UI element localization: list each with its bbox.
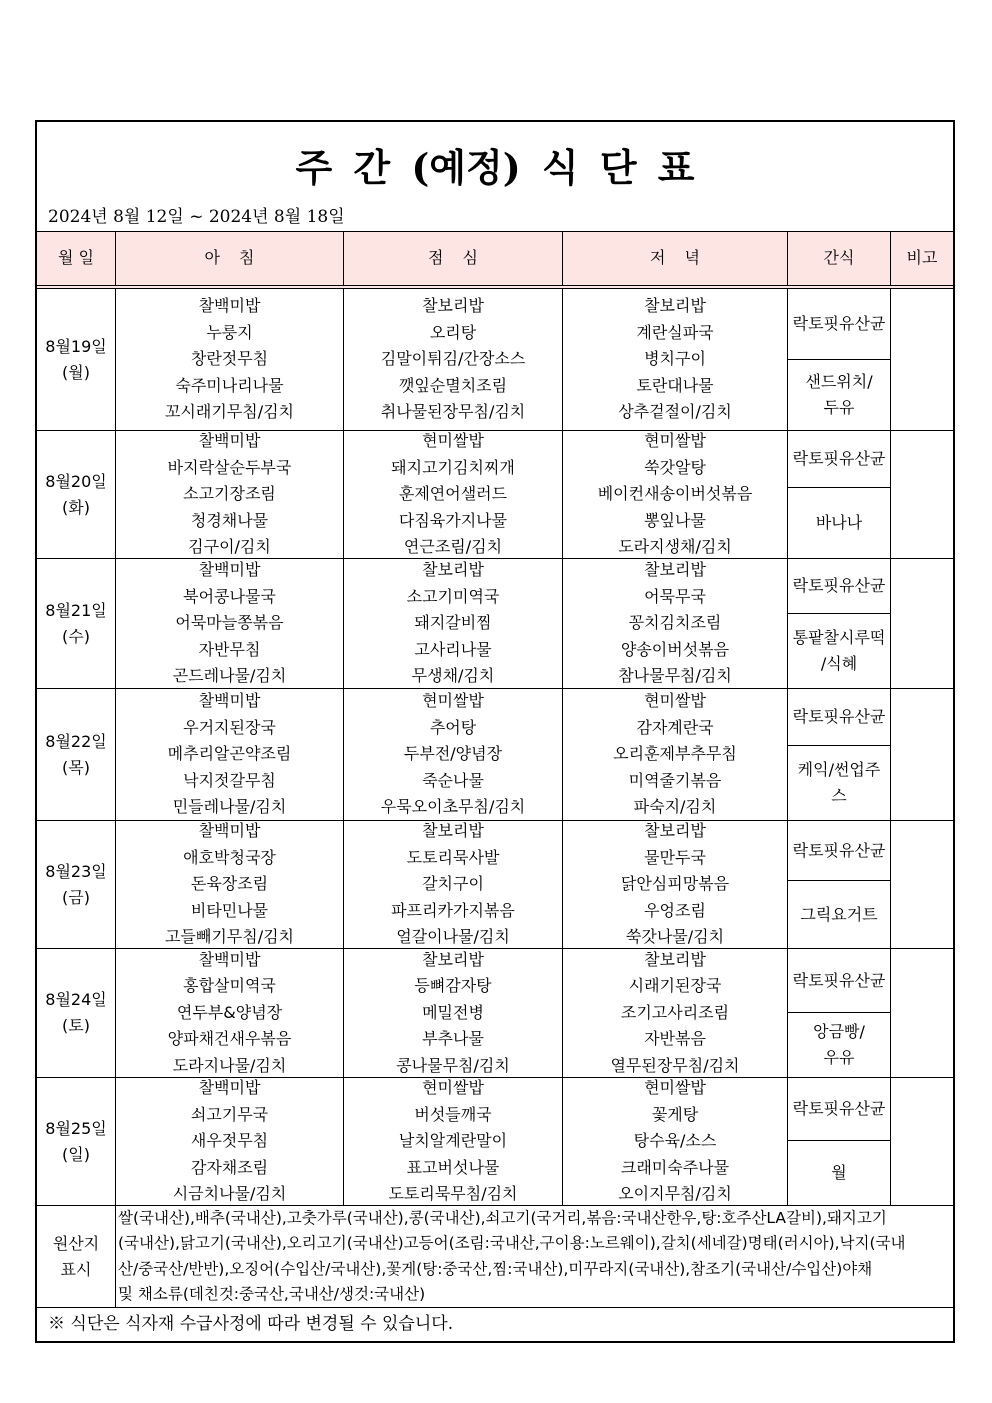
lunch-item: 현미쌀밥 [422,431,484,451]
day-date: 8월23일 [45,861,107,881]
day-date: 8월19일 [45,336,107,356]
dinner-item: 양송이버섯볶음 [620,639,730,659]
lunch-item: 찰보리밥 [422,949,484,969]
lunch-item: 깻잎순멸치조림 [398,375,508,395]
breakfast-cell [116,559,344,688]
snack-item: 샌드위치/ [805,372,873,391]
breakfast-item: 양파채건새우볶음 [167,1029,292,1049]
snack-primary [788,1078,890,1140]
dinner-item: 조기고사리조림 [620,1002,730,1022]
origin-line: (국내산),닭고기(국내산),오리고기(국내산)고등어(조림:국내산,구이용:노르웨이),갈치(세네갈)명태(러시아),낙지(국내 [118,1234,906,1252]
breakfast-item: 어묵마늘쫑볶음 [175,613,284,633]
breakfast-item: 찰백미밥 [198,296,261,316]
lunch-item: 추어탕 [429,717,477,737]
lunch-item: 부추나물 [422,1029,484,1049]
lunch-item: 메밀전병 [422,1002,484,1022]
snack-primary [788,821,890,880]
breakfast-cell [116,821,344,948]
dinner-item: 쑥갓나물/김치 [625,927,725,947]
snack-item: 락토핏유산균 [792,314,886,333]
header-remarks: 비고 [906,248,938,268]
origin-label-cell [37,1206,116,1307]
lunch-item: 찰보리밥 [422,560,484,580]
dinner-item: 오리훈제부추무침 [613,744,737,764]
dinner-item: 베이컨새송이버섯볶음 [597,484,753,504]
remarks-cell [891,559,953,688]
day-date-cell [37,949,116,1077]
breakfast-item: 우거지된장국 [183,717,276,737]
breakfast-item: 소고기장조림 [183,484,276,504]
dinner-item: 도라지생채/김치 [618,537,732,557]
snack-item: 락토핏유산균 [792,707,886,726]
day-weekday: (일) [62,1144,90,1164]
snack-secondary [788,613,890,688]
remarks-cell [891,689,953,820]
snack-item: 그릭요거트 [800,904,878,924]
header-breakfast: 아 침 [204,248,255,268]
lunch-item: 도토리묵사발 [406,847,500,867]
remarks-cell [891,949,953,1077]
snack-item: 월 [831,1163,847,1182]
breakfast-item: 찰백미밥 [198,431,261,451]
header-date: 월 일 [58,248,94,268]
snack-item: 우유 [823,1048,855,1067]
lunch-item: 두부전/양념장 [403,744,503,764]
weekly-menu-sheet [35,120,955,1343]
day-date: 8월25일 [45,1118,107,1138]
lunch-item: 죽순나물 [422,770,484,790]
snack-secondary [788,1140,890,1205]
breakfast-item: 바지락살순두부국 [167,457,292,477]
dinner-item: 우엉조림 [644,900,706,920]
snack-primary [788,559,890,613]
snack-item: 락토핏유산균 [792,449,886,468]
lunch-item: 오리탕 [429,322,477,342]
day-date-cell [37,431,116,558]
day-date-cell [37,821,116,948]
lunch-item: 파프리카가지볶음 [391,900,515,920]
snack-primary [788,949,890,1012]
snack-item: 락토핏유산균 [792,576,886,595]
lunch-item: 콩나물무침/김치 [396,1055,510,1075]
snack-secondary [788,359,890,430]
breakfast-item: 누룽지 [206,322,253,342]
dinner-cell [563,1078,788,1205]
breakfast-item: 홍합살미역국 [183,976,276,996]
breakfast-item: 곤드레나물/김치 [172,666,287,686]
snack-item: 앙금빵/ [813,1022,865,1041]
day-date-cell [37,689,116,820]
dinner-item: 찰보리밥 [644,560,706,580]
snack-cell [788,431,891,558]
lunch-cell [344,289,563,430]
dinner-item: 참나물무침/김치 [618,666,732,686]
lunch-cell [344,559,563,688]
header-date-cell [37,232,116,285]
snack-item: 두유 [823,398,855,417]
day-weekday: (토) [62,1016,90,1035]
lunch-item: 현미쌀밥 [422,691,484,711]
day-date: 8월20일 [45,471,107,491]
breakfast-item: 찰백미밥 [198,1078,261,1098]
dinner-item: 크래미숙주나물 [620,1157,730,1177]
snack-cell [788,289,891,430]
origin-line: 및 채소류(데친것:중국산,국내산/생것:국내산) [118,1285,426,1303]
breakfast-item: 새우젓무침 [190,1131,269,1151]
day-row [37,558,953,688]
dinner-item: 쑥갓알탕 [644,457,706,477]
lunch-item: 우묵오이초무침/김치 [380,797,526,817]
breakfast-cell [116,431,344,558]
lunch-item: 버섯들깨국 [414,1104,492,1124]
day-weekday: (금) [62,887,90,907]
day-date: 8월22일 [45,731,107,751]
lunch-item: 무생채/김치 [411,666,495,686]
lunch-cell [344,821,563,948]
day-weekday: (월) [62,362,90,382]
table-header [37,231,953,289]
lunch-item: 도토리묵무침/김치 [388,1184,518,1204]
snack-cell [788,821,891,948]
dinner-item: 어묵무국 [644,586,706,606]
lunch-item: 날치알계란말이 [398,1131,508,1151]
title-block [37,122,953,231]
lunch-item: 찰보리밥 [422,296,484,316]
snack-item: 락토핏유산균 [792,840,886,860]
dinner-item: 계란실파국 [636,322,714,342]
menu-change-note: ※ 식단은 식자재 수급사정에 따라 변경될 수 있습니다. [48,1314,454,1334]
dinner-cell [563,431,788,558]
breakfast-item: 돈육장조림 [190,874,269,894]
header-snack-cell [788,232,891,285]
remarks-cell [891,1078,953,1205]
dinner-item: 뽕잎나물 [644,510,706,530]
lunch-item: 돼지갈비찜 [414,613,492,633]
day-weekday: (수) [62,626,90,646]
breakfast-item: 찰백미밥 [198,821,261,841]
dinner-item: 현미쌀밥 [644,1078,706,1098]
breakfast-cell [116,1078,344,1205]
remarks-cell [891,821,953,948]
date-range: 2024년 8월 12일 ~ 2024년 8월 18일 [48,207,345,227]
breakfast-item: 도라지나물/김치 [172,1055,287,1075]
dinner-cell [563,559,788,688]
lunch-item: 취나물된장무침/김치 [380,402,526,422]
header-breakfast-cell [116,232,344,285]
origin-line: 산/중국산/반반),오징어(수입산/국내산),꽃게(탕:중국산,찜:국내산),미꾸라지(국내산),참조기(국내산/수입산)야채 [118,1259,873,1278]
snack-secondary [788,487,890,558]
breakfast-item: 김구이/김치 [188,537,271,557]
snack-item: 바나나 [815,513,863,532]
header-snack: 간식 [823,248,855,268]
dinner-item: 시래기된장국 [628,976,722,996]
dinner-cell [563,689,788,820]
lunch-item: 김말이튀김/간장소스 [380,349,526,369]
lunch-item: 얼갈이나물/김치 [396,927,510,947]
day-date-cell [37,289,116,430]
breakfast-item: 창란젓무침 [190,349,269,369]
lunch-item: 소고기미역국 [406,586,500,606]
breakfast-item: 감자채조림 [190,1157,269,1177]
origin-label-line: 표시 [60,1259,92,1279]
dinner-item: 꽁치김치조림 [628,613,722,633]
breakfast-item: 청경채나물 [190,510,269,530]
snack-cell [788,1078,891,1205]
breakfast-cell [116,949,344,1077]
lunch-item: 등뼈감자탕 [414,976,492,996]
header-dinner: 저 녁 [650,248,700,268]
origin-label-line: 원산지 [52,1233,100,1253]
lunch-item: 현미쌀밥 [422,1078,484,1098]
breakfast-item: 꼬시래기무침/김치 [164,402,295,422]
day-date: 8월21일 [45,600,107,620]
snack-secondary [788,1012,890,1077]
snack-item: 락토핏유산균 [792,1099,886,1118]
breakfast-item: 낙지젓갈무침 [183,770,276,790]
snack-cell [788,689,891,820]
snack-primary [788,289,890,359]
lunch-item: 다짐육가지나물 [398,510,508,530]
dinner-item: 현미쌀밥 [644,431,706,451]
snack-secondary [788,880,890,948]
dinner-item: 토란대나물 [636,375,714,395]
breakfast-item: 북어콩나물국 [183,586,276,606]
day-date: 8월24일 [45,990,107,1009]
dinner-item: 감자계란국 [636,717,714,737]
breakfast-item: 찰백미밥 [198,560,261,580]
breakfast-item: 애호박청국장 [183,847,276,867]
dinner-item: 병치구이 [644,349,706,369]
lunch-cell [344,949,563,1077]
origin-line: 쌀(국내산),배추(국내산),고춧가루(국내산),콩(국내산),쇠고기(국거리,볶음:국내산한우,탕:호주산LA갈비),돼지고기 [118,1208,887,1227]
lunch-item: 훈제연어샐러드 [398,484,508,504]
dinner-item: 탕수육/소스 [633,1131,717,1151]
day-row [37,948,953,1077]
dinner-item: 열무된장무침/김치 [610,1055,740,1075]
day-row [37,688,953,820]
remarks-cell [891,431,953,558]
day-row [37,820,953,948]
breakfast-cell [116,689,344,820]
lunch-item: 고사리나물 [414,639,492,659]
snack-cell [788,949,891,1077]
breakfast-item: 쇠고기무국 [190,1104,269,1124]
day-weekday: (화) [62,497,90,517]
header-remarks-cell [891,232,953,285]
dinner-item: 상추겉절이/김치 [618,402,732,422]
day-row [37,430,953,558]
breakfast-item: 비타민나물 [190,900,269,920]
breakfast-item: 찰백미밥 [198,949,261,969]
snack-cell [788,559,891,688]
day-date-cell [37,559,116,688]
breakfast-item: 고들빼기무침/김치 [164,927,295,947]
dinner-item: 찰보리밥 [644,296,706,316]
snack-primary [788,689,890,745]
day-row [37,289,953,430]
lunch-cell [344,689,563,820]
day-rows [37,289,953,1205]
day-date-cell [37,1078,116,1205]
breakfast-cell [116,289,344,430]
lunch-cell [344,431,563,558]
header-lunch-cell [344,232,563,285]
breakfast-item: 자반무침 [198,639,261,659]
breakfast-item: 연두부&양념장 [176,1002,283,1022]
lunch-item: 찰보리밥 [422,821,484,841]
day-weekday: (목) [62,757,90,777]
breakfast-item: 찰백미밥 [198,691,261,711]
dinner-cell [563,821,788,948]
remarks-cell [891,289,953,430]
lunch-cell [344,1078,563,1205]
lunch-item: 표고버섯나물 [406,1157,500,1177]
dinner-item: 오이지무침/김치 [618,1184,732,1204]
lunch-item: 돼지고기김치찌개 [391,457,515,477]
snack-primary [788,431,890,487]
dinner-item: 꽃게탕 [651,1104,699,1124]
lunch-item: 갈치구이 [422,874,484,894]
breakfast-item: 숙주미나리나물 [175,375,284,395]
breakfast-item: 시금치나물/김치 [172,1184,287,1204]
dinner-item: 미역줄기볶음 [628,770,722,790]
dinner-item: 물만두국 [644,847,706,867]
dinner-cell [563,289,788,430]
snack-item: /식혜 [820,654,858,673]
note-row [37,1307,953,1341]
breakfast-item: 메추리알곤약조림 [167,744,292,764]
dinner-item: 찰보리밥 [644,821,706,841]
header-dinner-cell [563,232,788,285]
dinner-item: 파숙지/김치 [633,797,717,817]
snack-item: 스 [831,786,847,805]
breakfast-item: 민들레나물/김치 [172,797,287,817]
dinner-item: 닭안심피망볶음 [620,874,730,894]
origin-text-cell [116,1206,953,1307]
snack-item: 케익/썬업주 [797,760,881,779]
lunch-item: 연근조림/김치 [403,537,503,557]
header-lunch: 점 심 [428,248,478,268]
dinner-item: 찰보리밥 [644,949,706,969]
origin-row [37,1205,953,1307]
dinner-cell [563,949,788,1077]
day-row [37,1077,953,1205]
snack-item: 통팥찰시루떡 [792,628,886,647]
dinner-item: 자반볶음 [644,1029,706,1049]
snack-secondary [788,745,890,820]
snack-item: 락토핏유산균 [792,970,886,990]
dinner-item: 현미쌀밥 [644,691,706,711]
page-title: 주 간 (예정) 식 단 표 [295,145,695,190]
